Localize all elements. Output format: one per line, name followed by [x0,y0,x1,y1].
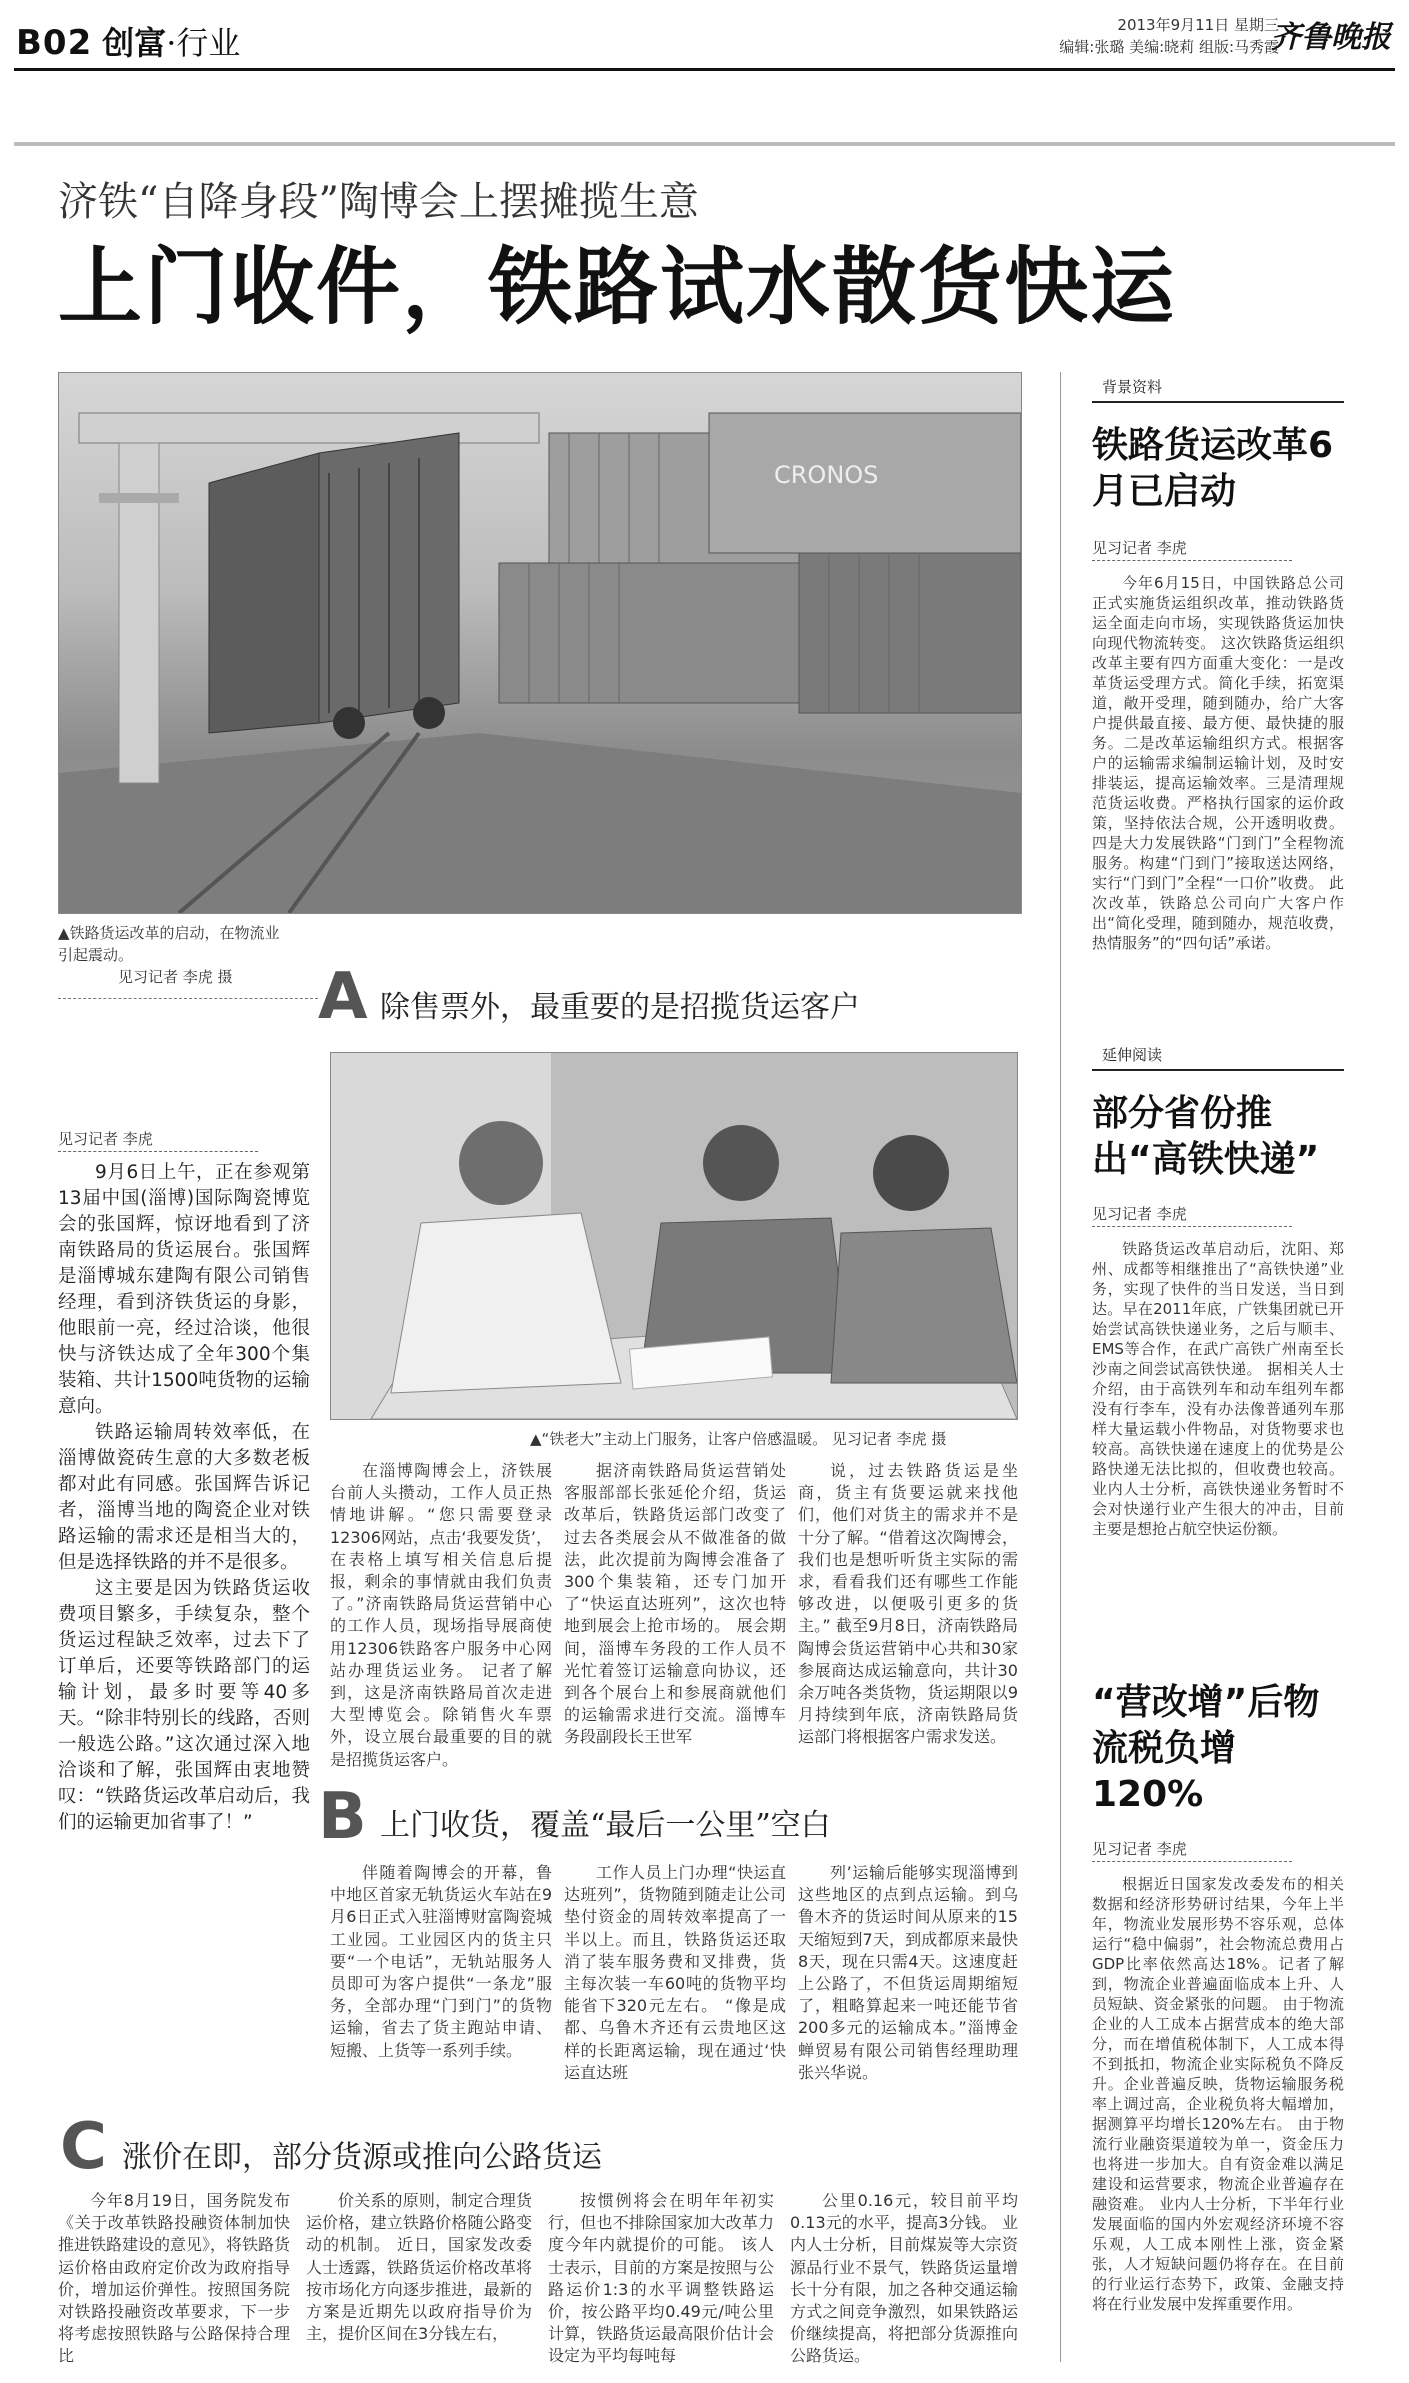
sidebar-byline-2: 见习记者 李虎 [1092,1203,1292,1227]
railway-freight-illustration [59,373,1021,913]
sidebar-text-1 [1092,573,1344,953]
headline-sub: 济铁“自降身段”陶博会上摆摊揽生意 [58,179,699,225]
sidebar-text-3-body: 根据近日国家发改委发布的相关数据和经济形势研讨结果，今年上半年，物流业发展形势不容乐观，总体运行“稳中偏弱”，社会物流总费用占GDP比率依然高达18%。记者了解到，物流企业普遍面临成本上升、人员短缺、资金紧张的问题。 由于物流企业的人工成本占据营成本的绝大部分，而在增值税体制下，人工成本得不到抵扣，物流企业实际税负不降反升。企业普遍反映，货物运输服务税率上调过高，企业税负将大幅增加，据测算平均增长120%左右。 由于物流行业融资渠道较为单一，资金压力也将进一步加大。自有资金难以满足建设和运营要求，物流企业普遍存在融资难。 业内人士分析，下半年行业发展面临的国内外宏观经济环境不容乐观，人工成本刚性上涨，资金紧张，人才短缺问题仍将存在。在目前的行业运行态势下，政策、金融支持将在行业发展中发挥重要作用。 [1092,1875,1344,2313]
section-c-col-3-text: 按惯例将会在明年年初实行，但也不排除国家加大改革力度今年内就提价的可能。 该人士表示，目前的方案是按照与公路运价1:3的水平调整铁路运价，按公路平均0.49元/吨公里计算，铁路货运最高限价估计会设定为平均每吨每 [548,2191,774,2366]
section-a-col-3 [798,1460,1018,1749]
container-label: CRONOS [774,461,879,489]
section-b-col-3-text: 列’运输后能够实现淄博到这些地区的点到点运输。到乌鲁木齐的货运时间从原来的15天缩短到7天，到成都原来最快8天，现在只需4天。这速度赶上公路了，不但货运周期缩短了，粗略算起来一吨还能节省200多元的运输成本。”淄博金蝉贸易有限公司销售经理助理张兴华说。 [798,1863,1018,2082]
sidebar-text-2-body: 铁路货运改革启动后，沈阳、郑州、成都等相继推出了“高铁快递”业务，实现了快件的当日发送，当日到达。早在2011年底，广铁集团就已开始尝试高铁快递业务，之后与顺丰、EMS等合作，在武广高铁广州南至长沙南之间尝试高铁快递。 据相关人士介绍，由于高铁列车和动车组列车都没有行李车，没有办法像普通列车那样大量运载小件物品，对货物要求也较高。高铁快递在速度上的优势是公路快递无法比拟的，但收费也较高。 业内人士分析，高铁快递业务暂时不会对快递行业产生很大的冲击，目前主要是想抢占航空快运份额。 [1092,1240,1344,1538]
railway-freight-photo [58,372,1022,914]
section-c-title: 涨价在即，部分货源或推向公路货运 [122,2140,602,2175]
caption-divider [58,998,318,999]
section-subtitle: ·行业 [166,24,241,62]
section-c-col-3 [548,2190,774,2368]
section-b-title: 上门收货，覆盖“最后一公里”空白 [380,1808,831,1843]
section-c-col-4-text: 公里0.16元，较目前平均0.13元的水平，提高3分钱。 业内人士分析，目前煤炭等大宗资源品行业不景气，铁路货运量增长十分有限，加之各种交通运输方式之间竞争激烈，如果铁路运价继续提高，将把部分货源推向公路货运。 [790,2191,1018,2366]
section-a-col-3-text: 说，过去铁路货运是坐商，货主有货要运就来找他们，他们对货主的需求并不是十分了解。“借着这次陶博会，我们也是想听听货主实际的需求，看看我们还有哪些工作能够改进，以便吸引更多的货主。” 截至9月8日，济南铁路局陶博会货运营销中心共和30家参展商达成运输意向，共计30余万吨各类货物，货运期限以9月持续到年底，济南铁路局货运部门将根据客户需求发送。 [798,1461,1018,1747]
section-a-col-2-text: 据济南铁路局货运营销处客服部部长张延伦介绍，货运改革后，铁路货运部门改变了过去各类展会从不做准备的做法，此次提前为陶博会准备了300个集装箱，还专门加开了“快运直达班列”，这次也特地到展会上抢市场的。 展会期间，淄博车务段的工作人员不光忙着签订运输意向协议，还到各个展台上和参展商就他们的运输需求进行交流。淄博车务段副段长王世军 [564,1461,786,1747]
sidebar-tax-box [1092,1680,1344,2314]
header-rule [14,68,1395,71]
sidebar-text-3 [1092,1874,1344,2314]
section-c-col-4 [790,2190,1018,2368]
sidebar-tag-extended: 延伸阅读 [1092,1040,1344,1071]
headline-main: 上门收件，铁路试水散货快运 [58,238,1177,336]
lead-byline: 见习记者 李虎 [58,1128,258,1152]
sidebar-title-reform: 铁路货运改革6月已启动 [1092,425,1334,512]
section-title: 创富 [102,24,167,62]
section-b-letter: B [318,1780,367,1854]
lead-paragraph-2: 铁路运输周转效率低，在淄博做瓷砖生意的大多数老板都对此有同感。张国辉告诉记者，淄博当地的陶瓷企业对铁路运输的需求还是相当大的，但是选择铁路的并不是很多。 [58,1422,310,1573]
date-line: 2013年9月11日 星期三 [1117,16,1279,34]
sidebar-tag-background: 背景资料 [1092,372,1344,403]
section-c-letter: C [60,2110,107,2184]
sidebar-title-express: 部分省份推出“高铁快递” [1092,1093,1320,1180]
section-a-col-2 [564,1460,786,1749]
section-c-col-1 [58,2190,290,2368]
section-c-col-1-text: 今年8月19日，国务院发布《关于改革铁路投融资体制加快推进铁路建设的意见》，将铁路货运价格由政府定价改为政府指导价，增加运价弹性。按照国务院对铁路投融资改革要求，下一步将考虑按照铁路与公路保持合理比 [58,2191,291,2366]
page-header-meta [1059,14,1279,58]
meeting-illustration [331,1053,1017,1419]
newspaper-brand-logo: 齐鲁晚报 [1271,20,1391,55]
section-c-col-2 [306,2190,532,2345]
sidebar-byline-1: 见习记者 李虎 [1092,537,1292,561]
lead-paragraph-3: 这主要是因为铁路货运收费项目繁多，手续复杂，整个货运过程缺乏效率，过去下了订单后，还要等铁路部门的运输计划，最多时要等40多天。“除非特别长的线路，否则一般选公路。”这次通过深入地洽谈和了解，张国辉由衷地赞叹：“铁路货运改革启动后，我们的运输更加省事了！” [58,1578,310,1833]
page-code: B02 [16,23,93,63]
section-a-letter: A [318,960,368,1034]
section-b-col-1 [330,1862,552,2062]
page-header-left [16,18,240,64]
sidebar-text-1-body: 今年6月15日，中国铁路总公司正式实施货运组织改革，推动铁路货运全面走向市场，实现铁路货运加快向现代物流转变。 这次铁路货运组织改革主要有四方面重大变化：一是改革货运受理方式。简化手续，拓宽渠道，敞开受理，随到随办，给广大客户提供最直接、最方便、最快捷的服务。二是改革运输组织方式。根据客户的运输需求编制运输计划，及时安排装运，提高运输效率。三是清理规范货运收费。严格执行国家的运价政策，坚持依法合规，公开透明收费。四是大力发展铁路“门到门”全程物流服务。构建“门到门”接取送达网络，实行“门到门”全程“一口价”收费。 此次改革，铁路总公司向广大客户作出“简化受理，随到随办，规范收费，热情服务”的“四句话”承诺。 [1092,574,1344,952]
section-c-col-2-text: 价关系的原则，制定合理货运价格，建立铁路价格随公路变动的机制。 近日，国家发改委人士透露，铁路货运价格改革将按市场化方向逐步推进，最新的方案是近期先以政府指导价为主，提价区间在3分钱左右， [306,2191,532,2344]
photo1-credit: 见习记者 李虎 摄 [118,968,233,986]
section-b-col-1-text: 伴随着陶博会的开幕，鲁中地区首家无轨货运火车站在9月6日正式入驻淄博财富陶瓷城工业园。工业园区内的货主只要“一个电话”，无轨站服务人员即可为客户提供“一条龙”服务，全部办理“门到门”的货物运输，省去了货主跑站申请、短搬、上货等一系列手续。 [330,1863,552,2060]
editors-line: 编辑:张璐 美编:晓莉 组版:马秀霞 [1059,38,1279,56]
section-a-title: 除售票外，最重要的是招揽货运客户 [380,990,860,1025]
photo1-caption-block [58,922,288,988]
section-b-col-2 [564,1862,786,2084]
lead-paragraph-1: 9月6日上午，正在参观第13届中国(淄博)国际陶瓷博览会的张国辉，惊讶地看到了济南铁路局的货运展台。张国辉是淄博城东建陶有限公司销售经理，看到济铁货运的身影，他眼前一亮，经过洽谈，他很快与济铁达成了全年300个集装箱、共计1500吨货物的运输意向。 [58,1162,310,1417]
section-b-col-3 [798,1862,1018,2084]
sidebar-divider [1060,372,1061,2362]
header-gray-band [14,142,1395,146]
lead-column [58,1160,310,1836]
sidebar-byline-3: 见习记者 李虎 [1092,1838,1292,1862]
section-a-col-1-text: 在淄博陶博会上，济铁展台前人头攒动，工作人员正热情地讲解。“您只需要登录12306网站，点击‘我要发货’，在表格上填写相关信息后提报，剩余的事情就由我们负责了。”济南铁路局货运营销中心的工作人员，现场指导展商使用12306铁路客户服务中心网站办理货运业务。 记者了解到，这是济南铁路局首次走进大型博览会。除销售火车票外，设立展台最重要的目的就是招揽货运客户。 [330,1461,552,1769]
section-b-col-2-text: 工作人员上门办理“快运直达班列”，货物随到随走让公司垫付资金的周转效率提高了一半以上。而且，铁路货运还取消了装车服务费和叉排费，货主每次装一车60吨的货物平均能省下320元左右。 “像是成都、乌鲁木齐还有云贵地区这样的长距离运输，现在通过‘快运直达班 [564,1863,786,2082]
photo1-caption: ▲铁路货运改革的启动，在物流业引起震动。 [58,924,280,964]
section-a-col-1 [330,1460,552,1771]
section-name [102,18,240,64]
sidebar-text-2 [1092,1239,1344,1539]
sidebar-title-tax: “营改增”后物流税负增120% [1092,1682,1320,1815]
sidebar-extended-box [1092,1040,1344,1539]
photo2-caption: ▲“铁老大”主动上门服务，让客户倍感温暖。 见习记者 李虎 摄 [530,1430,947,1448]
sidebar-background-box [1092,372,1344,953]
meeting-photo [330,1052,1018,1420]
